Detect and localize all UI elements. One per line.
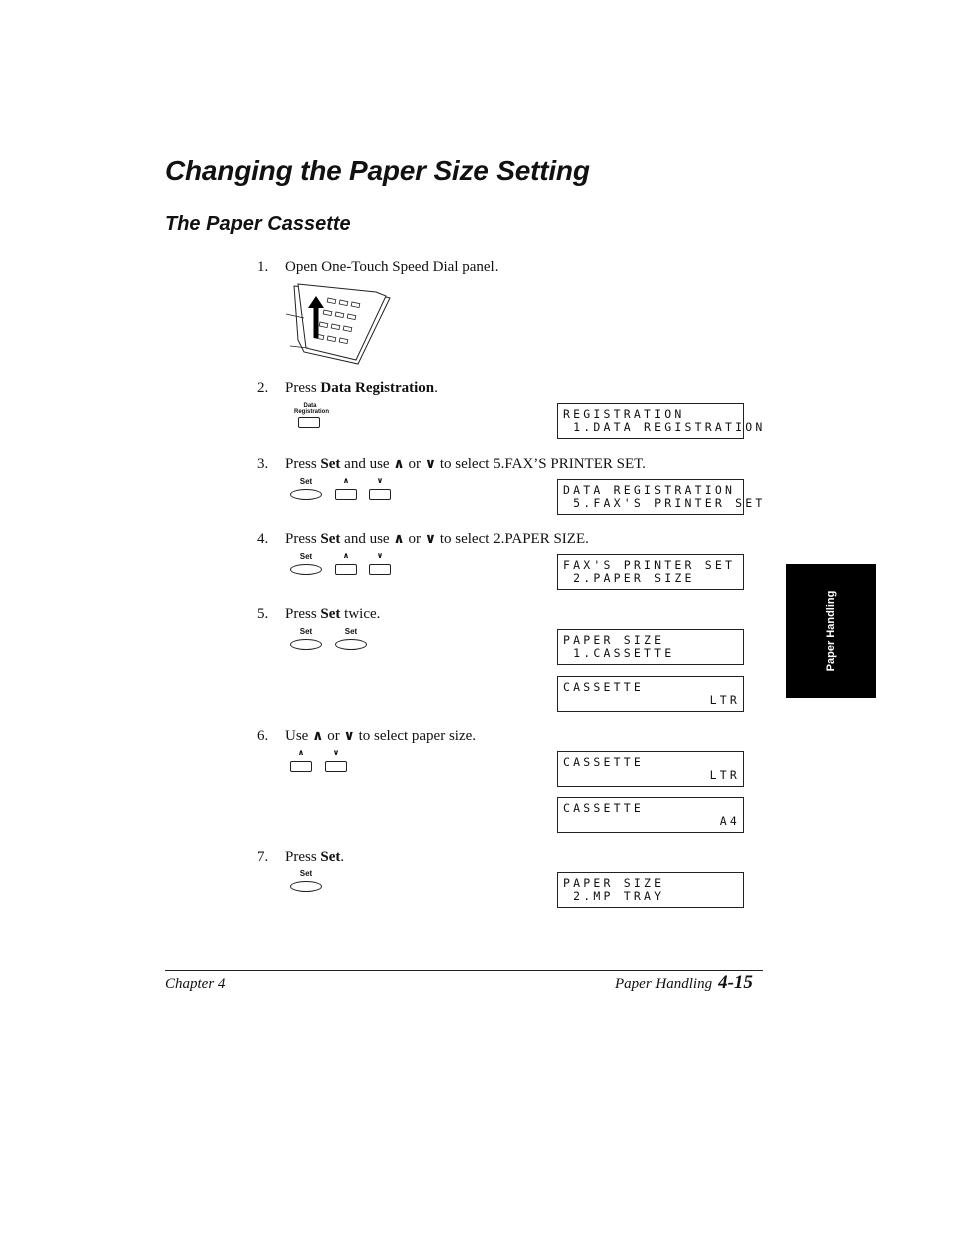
step-number: 2. (257, 380, 269, 396)
lcd-display-2 (557, 479, 766, 515)
key-name: Set (320, 456, 341, 472)
key-label-line: Registration (294, 409, 330, 415)
step-text: Press (285, 456, 321, 472)
down-key[interactable] (325, 761, 347, 772)
step-6 (257, 727, 476, 745)
set-key-label: Set (299, 869, 313, 878)
step-7 (257, 848, 344, 866)
lcd-line: A4 (719, 814, 740, 828)
lcd-line: DATA REGISTRATION (563, 483, 736, 497)
lcd-display-4 (557, 629, 744, 665)
down-key-label: ∨ (376, 551, 384, 560)
section-title: The Paper Cassette (165, 213, 351, 235)
chapter-side-tab (786, 564, 876, 698)
lcd-line: CASSETTE (563, 680, 644, 694)
down-arrow-icon: ∨ (424, 531, 437, 547)
set-key-label: Set (344, 627, 358, 636)
lcd-line: 5.FAX'S PRINTER SET (563, 496, 766, 510)
step-text: or (404, 456, 425, 472)
lcd-line: CASSETTE (563, 801, 644, 815)
footer-section: Paper Handling (615, 976, 713, 992)
step-text: . (340, 849, 345, 865)
step-text: twice. (340, 606, 381, 622)
footer-divider (165, 970, 763, 971)
step-number: 3. (257, 456, 269, 472)
step-number: 7. (257, 849, 269, 865)
lcd-line: LTR (709, 768, 740, 782)
step-text: Press (285, 531, 321, 547)
lcd-line: REGISTRATION (563, 407, 685, 421)
lcd-line: PAPER SIZE (563, 876, 665, 890)
down-arrow-icon: ∨ (343, 728, 355, 744)
lcd-line: LTR (709, 693, 740, 707)
step-text: to select 2.PAPER SIZE. (436, 531, 589, 547)
down-arrow-icon: ∨ (424, 456, 437, 472)
lcd-line: 2.MP TRAY (563, 889, 665, 903)
up-key[interactable] (290, 761, 312, 772)
lcd-line: 1.DATA REGISTRATION (563, 420, 766, 434)
page-title: Changing the Paper Size Setting (165, 155, 590, 186)
step-number: 1. (257, 259, 269, 275)
lcd-display-8 (557, 872, 744, 908)
set-key[interactable] (335, 639, 367, 650)
set-key-label: Set (299, 477, 313, 486)
up-arrow-icon: ∧ (393, 456, 405, 472)
page-number: 4-15 (718, 972, 753, 993)
step-text: or (404, 531, 425, 547)
step-text: . (434, 380, 438, 396)
step-text: Press (285, 606, 321, 622)
set-key[interactable] (290, 564, 322, 575)
footer-right (615, 972, 753, 994)
down-key-label: ∨ (376, 476, 384, 485)
step-number: 5. (257, 606, 269, 622)
down-key-label: ∨ (332, 748, 340, 757)
lcd-display-1 (557, 403, 766, 439)
up-key[interactable] (335, 489, 357, 500)
lcd-line: 1.CASSETTE (563, 646, 675, 660)
down-key[interactable] (369, 489, 391, 500)
up-key-label: ∧ (342, 551, 350, 560)
lcd-display-7 (557, 797, 744, 833)
footer-chapter: Chapter 4 (165, 976, 226, 992)
key-name: Data Registration (320, 380, 435, 396)
key-name: Set (320, 849, 341, 865)
key-name: Set (320, 606, 341, 622)
set-key[interactable] (290, 881, 322, 892)
step-text: Press (285, 380, 321, 396)
step-text: and use (340, 531, 394, 547)
set-key-label: Set (299, 552, 313, 561)
step-text: Use (285, 728, 313, 744)
step-text: and use (340, 456, 394, 472)
lcd-line: CASSETTE (563, 755, 644, 769)
step-number: 6. (257, 728, 269, 744)
step-text: to select 5.FAX’S PRINTER SET. (436, 456, 646, 472)
speed-dial-panel-illustration (286, 280, 396, 366)
step-number: 4. (257, 531, 269, 547)
set-key[interactable] (290, 639, 322, 650)
up-key-label: ∧ (297, 748, 305, 757)
lcd-line: FAX'S PRINTER SET (563, 558, 736, 572)
set-key-label: Set (299, 627, 313, 636)
step-text: to select paper size. (354, 728, 477, 744)
up-arrow-icon: ∧ (393, 531, 405, 547)
step-5 (257, 605, 380, 623)
side-tab-label: Paper Handling (825, 590, 837, 672)
key-name: Set (320, 531, 341, 547)
step-3 (257, 455, 646, 473)
data-registration-key-label (294, 403, 330, 415)
step-4 (257, 530, 589, 548)
lcd-line: PAPER SIZE (563, 633, 665, 647)
lcd-display-5 (557, 676, 744, 712)
set-key[interactable] (290, 489, 322, 500)
down-key[interactable] (369, 564, 391, 575)
lcd-line: 2.PAPER SIZE (563, 571, 695, 585)
step-text: Press (285, 849, 321, 865)
up-arrow-icon: ∧ (312, 728, 324, 744)
up-key-label: ∧ (342, 476, 350, 485)
step-1 (257, 258, 498, 276)
lcd-display-3 (557, 554, 744, 590)
step-2 (257, 379, 438, 397)
lcd-display-6 (557, 751, 744, 787)
up-key[interactable] (335, 564, 357, 575)
step-text: or (323, 728, 344, 744)
key-label-line: Data (303, 403, 317, 409)
data-registration-key[interactable] (298, 417, 320, 428)
step-text: Open One-Touch Speed Dial panel. (285, 259, 499, 275)
